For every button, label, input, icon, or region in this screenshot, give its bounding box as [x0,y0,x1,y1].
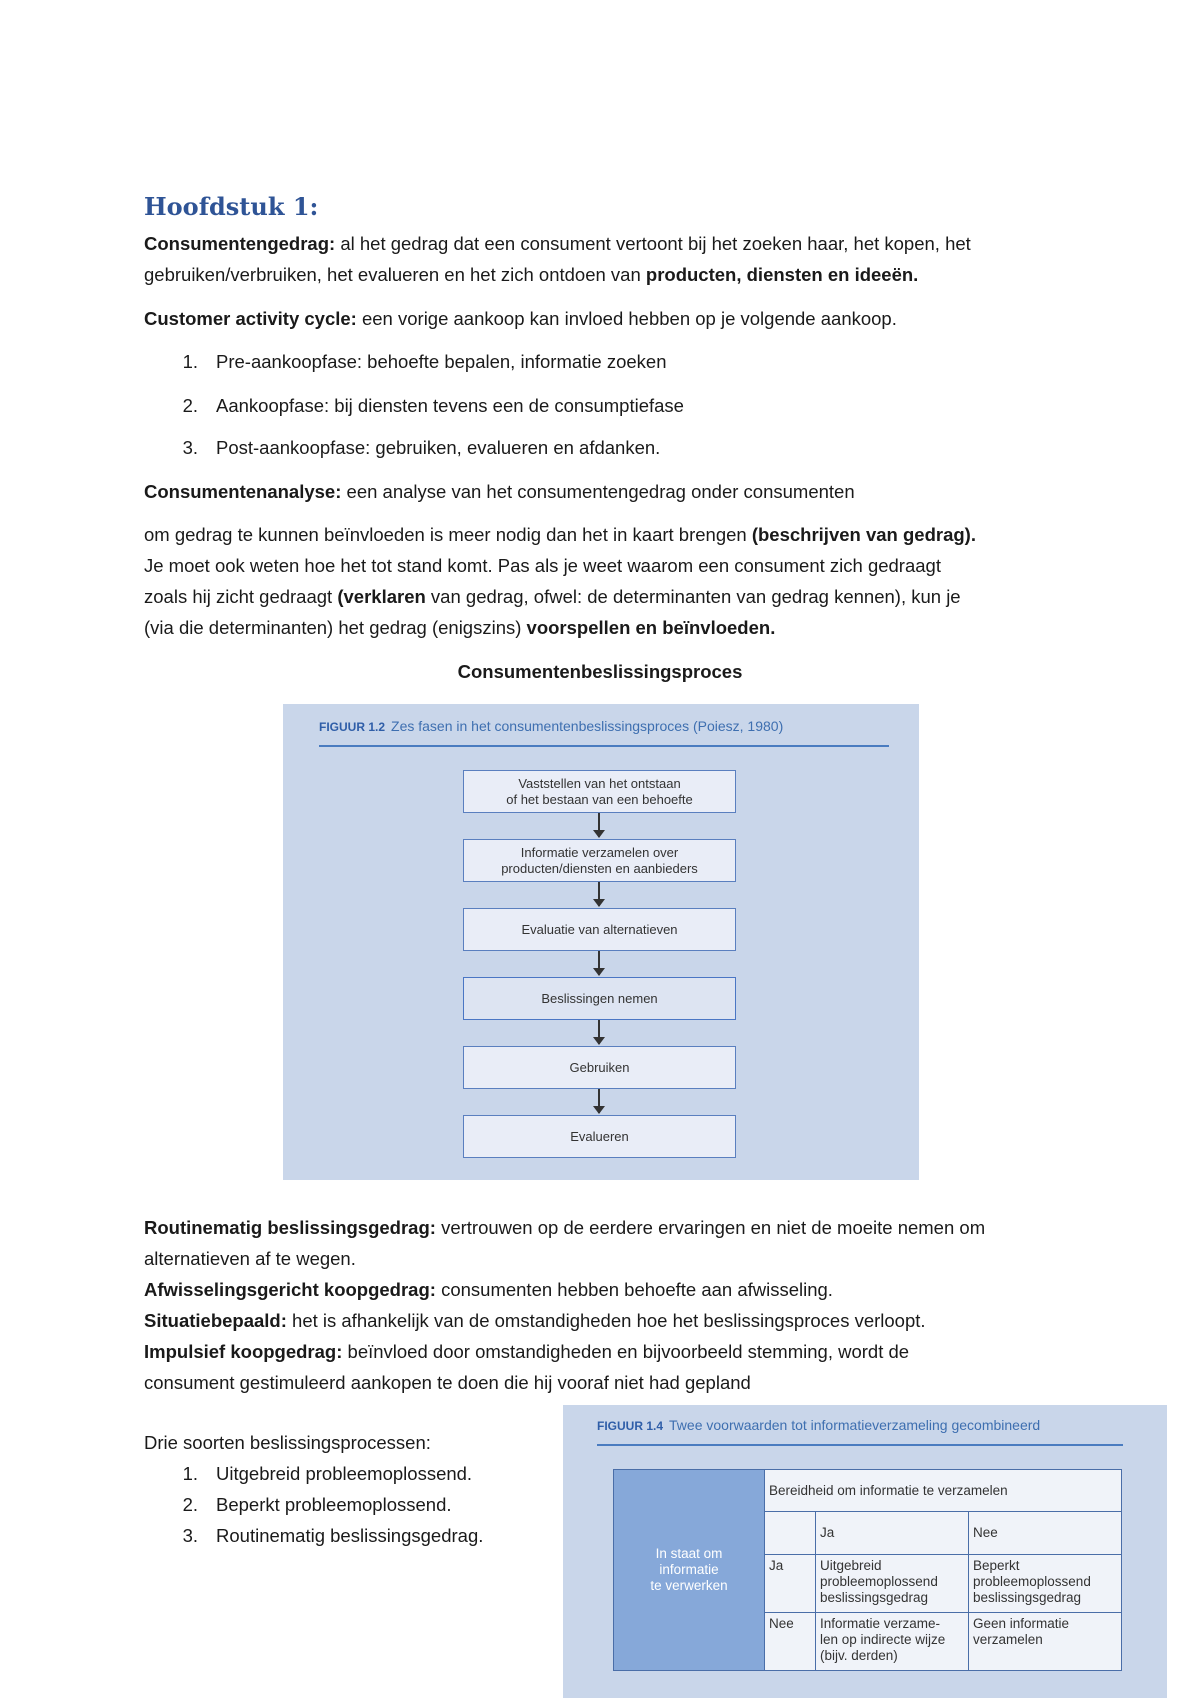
figure-number: FIGUUR 1.4 [597,1419,664,1433]
side-header-text: te verwerken [650,1578,728,1593]
figure-1-2 [283,704,919,1180]
cell-text: verzamelen [973,1632,1043,1647]
definition-impulsief-cont [144,1367,751,1398]
list-number: 1. [182,351,198,372]
cell-text: beslissingsgedrag [973,1590,1082,1605]
table-row [614,1470,1122,1512]
flow-step-text: of het bestaan van een behoefte [506,791,693,807]
definition-text: een analyse van het consumentengedrag onder consumenten [341,481,855,502]
list-text: Uitgebreid probleemoplossend. [216,1463,473,1484]
paragraph-emphasis: (beschrijven van gedrag). [751,524,976,545]
processes-intro: Drie soorten beslissingsprocessen: [144,1432,431,1453]
table-cell [816,1613,969,1671]
column-header-ja: Ja [816,1512,969,1555]
cell-text: Geen informatie [973,1616,1070,1631]
decision-matrix-table [613,1469,1122,1671]
figure-caption [319,718,783,734]
row-header-nee: Nee [765,1613,816,1671]
column-header-nee: Nee [969,1512,1122,1555]
flow-step-text: Vaststellen van het ontstaan [518,775,681,791]
flow-arrow [598,1020,600,1044]
cell-text: probleemoplossend [820,1574,938,1589]
figure-number: FIGUUR 1.2 [319,720,386,734]
top-header-cell: Bereidheid om informatie te verzamelen [765,1470,1122,1512]
list-text: Pre-aankoopfase: behoefte bepalen, informatie zoeken [216,351,667,372]
definition-customer-activity-cycle [144,303,897,334]
list-number: 3. [182,1525,198,1546]
definition-text: het is afhankelijk van de omstandigheden hoe het beslissingsproces verloopt. [286,1310,926,1331]
definition-consumentengedrag-line1 [144,228,971,259]
section-title [0,656,1200,687]
flow-step [463,908,736,951]
flow-step [463,1115,736,1158]
flow-step [463,977,736,1020]
paragraph-text: van gedrag, ofwel: de determinanten van gedrag kennen), kun je [425,586,961,607]
term: Situatiebepaald: [144,1310,287,1331]
definition-text: al het gedrag dat een consument vertoont bij het zoeken haar, het kopen, het [335,233,971,254]
paragraph-text: om gedrag te kunnen beïnvloeden is meer nodig dan het in kaart brengen [144,524,752,545]
list-text: Aankoopfase: bij diensten tevens een de consumptiefase [216,395,684,416]
definition-text: een vorige aankoop kan invloed hebben op je volgende aankoop. [356,308,897,329]
paragraph-emphasis: voorspellen en beïnvloeden. [526,617,776,638]
cell-text: Uitgebreid [820,1558,882,1573]
definition-emphasis: producten, diensten en ideeën. [645,264,919,285]
flow-step-text: Informatie verzamelen over [520,844,679,860]
paragraph-line [144,550,941,581]
list-text: Beperkt probleemoplossend. [216,1494,452,1515]
list-number: 2. [182,1494,198,1515]
flow-step [463,770,736,813]
table-cell [969,1555,1122,1613]
definition-routinematig [144,1212,985,1243]
term: Afwisselingsgericht koopgedrag: [144,1279,436,1300]
paragraph-line [144,519,976,550]
table-cell [816,1555,969,1613]
flow-step-text: producten/diensten en aanbieders [501,860,698,876]
list-item [144,432,660,463]
term-consumentenanalyse: Consumentenanalyse: [144,481,342,502]
cell-text: probleemoplossend [973,1574,1091,1589]
empty-cell [765,1512,816,1555]
list-item [144,1489,452,1520]
list-text: Routinematig beslissingsgedrag. [216,1525,484,1546]
paragraph-line [144,612,775,643]
list-number: 2. [182,395,198,416]
flow-step-text: Evalueren [570,1128,629,1144]
figure-caption [597,1417,1040,1433]
paragraph-emphasis: (verklaren [337,586,426,607]
figure-caption-text: Twee voorwaarden tot informatieverzameling gecombineerd [669,1417,1041,1433]
side-header-cell [614,1470,765,1671]
table-cell [969,1613,1122,1671]
definition-text: consumenten hebben behoefte aan afwisseling. [435,1279,833,1300]
paragraph-text: Je moet ook weten hoe het tot stand komt. Pas als je weet waarom een consument zich gedraagt [144,555,941,576]
list-item [144,346,666,377]
term: Routinematig beslissingsgedrag: [144,1217,436,1238]
side-header-text: informatie [659,1562,719,1577]
figure-divider [319,745,889,747]
side-header-text: In staat om [655,1546,723,1561]
section-title-text: Consumentenbeslissingsproces [457,661,743,682]
flow-arrow [598,813,600,837]
cell-text: (bijv. derden) [820,1648,898,1663]
paragraph-text: zoals hij zicht gedraagt [144,586,338,607]
definition-text: alternatieven af te wegen. [144,1248,356,1269]
definition-situatiebepaald [144,1305,926,1336]
figure-divider [597,1444,1123,1446]
list-item [144,1458,472,1489]
figure-1-4 [563,1405,1167,1698]
definition-consumentengedrag-line2 [144,259,918,290]
definition-impulsief [144,1336,909,1367]
flow-step-text: Beslissingen nemen [541,990,658,1006]
cell-text: len op indirecte wijze [820,1632,946,1647]
list-item [144,1520,483,1551]
flow-step-text: Gebruiken [569,1059,630,1075]
definition-afwisseling [144,1274,833,1305]
figure-caption-text: Zes fasen in het consumentenbeslissingsproces (Poiesz, 1980) [391,718,784,734]
flow-step [463,839,736,882]
cell-text: Informatie verzame- [820,1616,941,1631]
definition-text: gebruiken/verbruiken, het evalueren en het zich ontdoen van [144,264,646,285]
flow-step-text: Evaluatie van alternatieven [521,921,678,937]
row-header-ja: Ja [765,1555,816,1613]
definition-text: vertrouwen op de eerdere ervaringen en niet de moeite nemen om [435,1217,986,1238]
term: Impulsief koopgedrag: [144,1341,343,1362]
list-number: 3. [182,437,198,458]
page-title: Hoofdstuk 1: [144,192,319,221]
definition-text: beïnvloed door omstandigheden en bijvoorbeeld stemming, wordt de [342,1341,910,1362]
cell-text: Beperkt [973,1558,1020,1573]
flow-step [463,1046,736,1089]
list-text: Post-aankoopfase: gebruiken, evalueren en afdanken. [216,437,661,458]
cell-text: beslissingsgedrag [820,1590,929,1605]
paragraph-text: (via die determinanten) het gedrag (enigszins) [144,617,527,638]
definition-text: consument gestimuleerd aankopen te doen die hij vooraf niet had gepland [144,1372,751,1393]
definition-consumentenanalyse [144,476,855,507]
flow-arrow [598,1089,600,1113]
term-consumentengedrag: Consumentengedrag: [144,233,336,254]
definition-routinematig-cont [144,1243,356,1274]
paragraph-line [144,581,961,612]
list-number: 1. [182,1463,198,1484]
flow-arrow [598,882,600,906]
term-customer-activity-cycle: Customer activity cycle: [144,308,357,329]
flow-arrow [598,951,600,975]
list-item [144,390,684,421]
